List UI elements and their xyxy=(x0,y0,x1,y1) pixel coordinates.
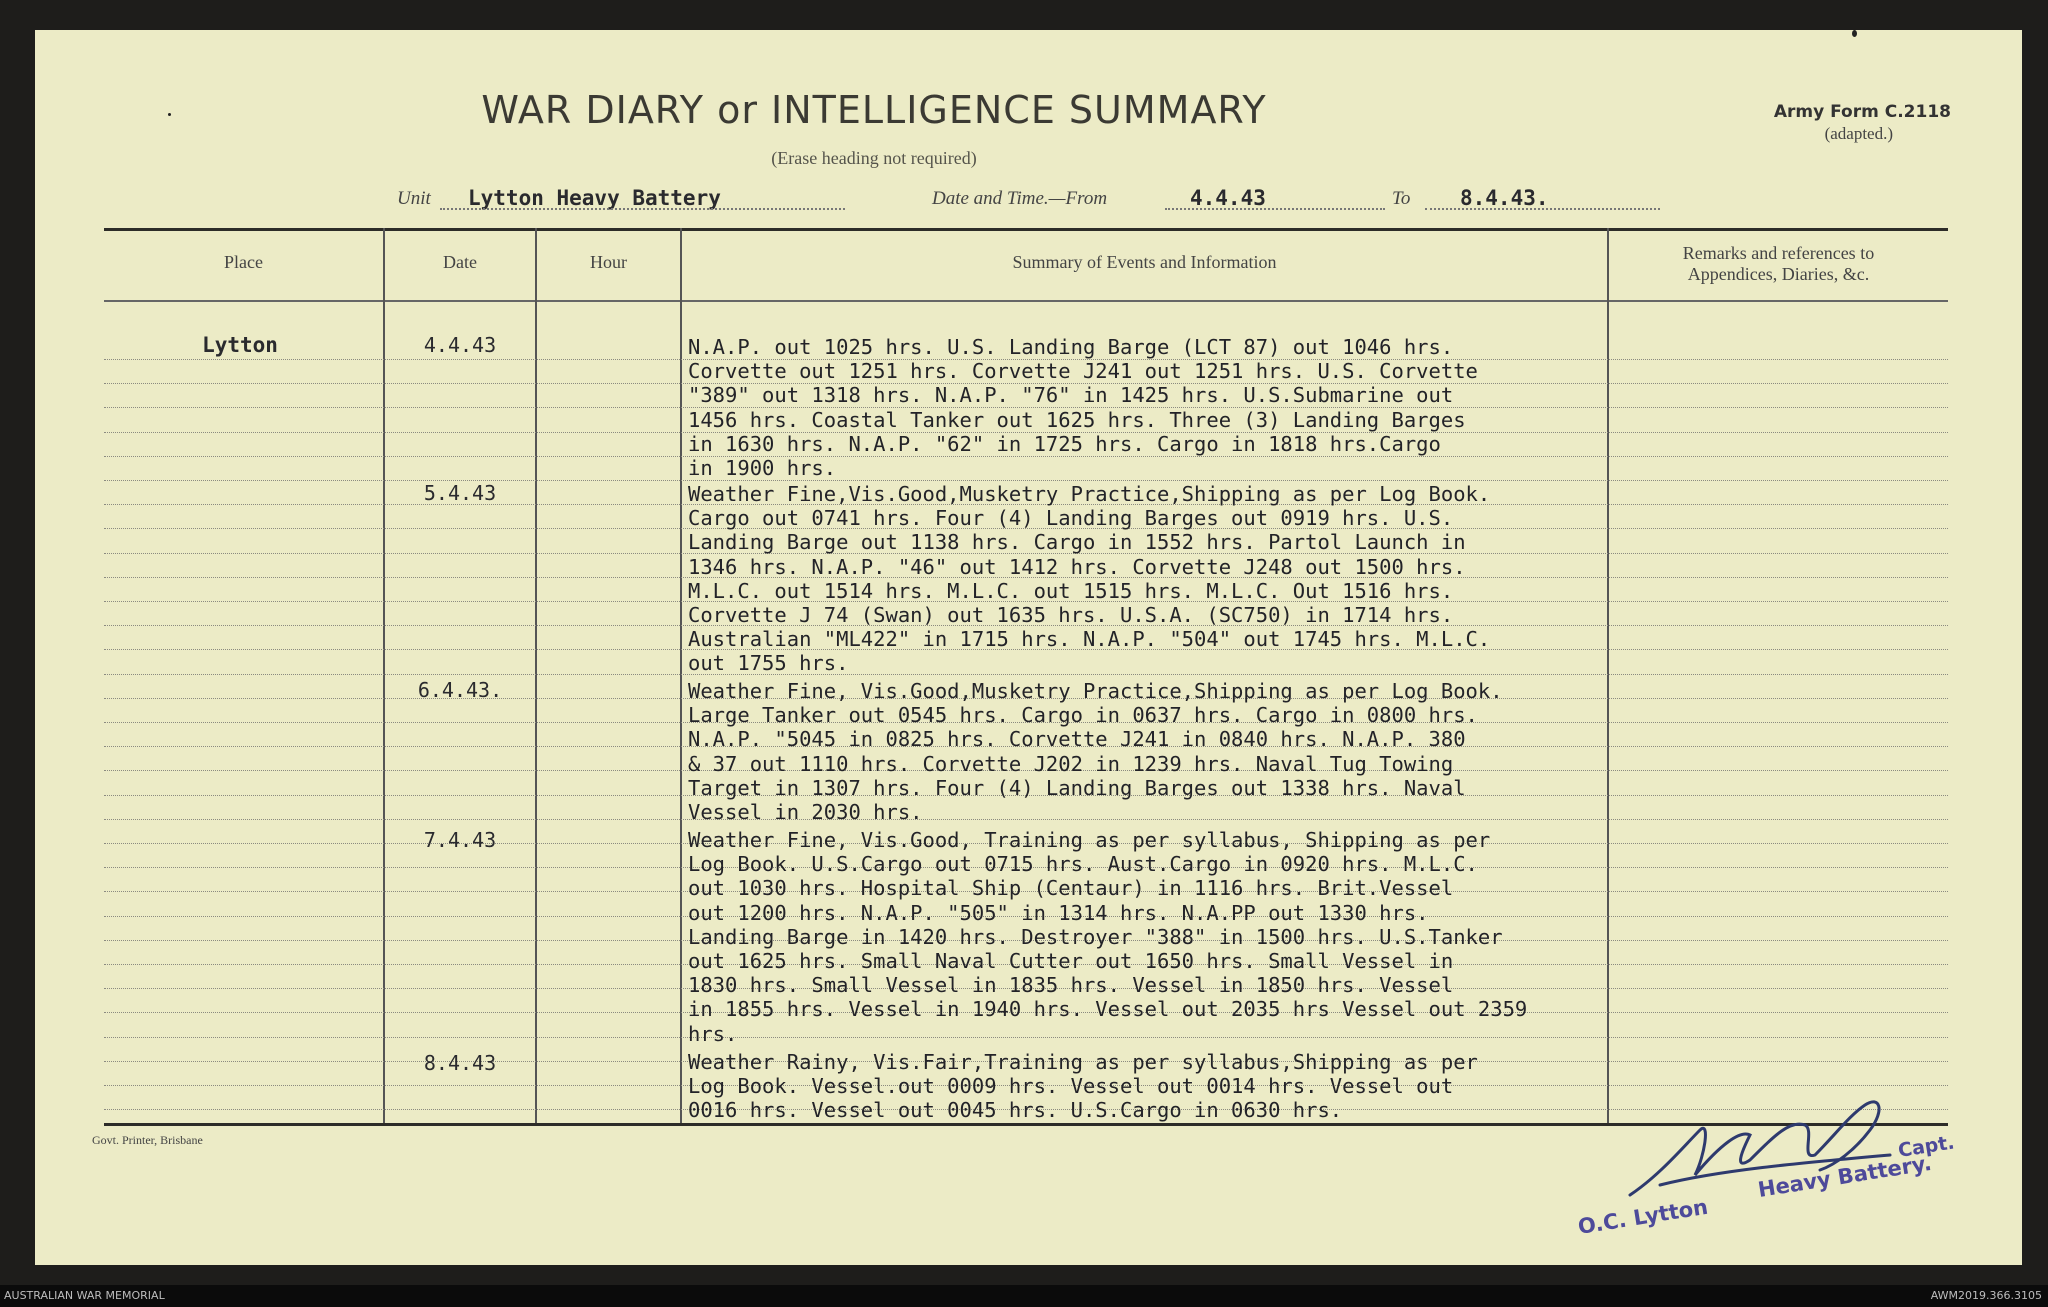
entry-date: 5.4.43 xyxy=(423,481,497,505)
date-to-value: 8.4.43. xyxy=(1460,186,1549,210)
remarks-header-line-2: Appendices, Diaries, &c. xyxy=(1687,264,1870,284)
footer-source: AUSTRALIAN WAR MEMORIAL xyxy=(4,1289,165,1302)
column-header-hour: Hour xyxy=(590,252,627,272)
date-from-label: Date and Time.—From xyxy=(932,188,1108,209)
remarks-header-line-1: Remarks and references to xyxy=(1682,243,1875,263)
date-from-underline xyxy=(1165,208,1385,210)
place-value: Lytton xyxy=(202,333,278,357)
form-number: Army Form C.2118 xyxy=(1773,102,1951,122)
unit-value: Lytton Heavy Battery xyxy=(468,186,721,210)
paper-speck xyxy=(168,113,171,116)
signature xyxy=(1600,1075,1900,1215)
stamp-rank: Capt. xyxy=(1896,1131,1956,1162)
form-adapted-note: (adapted.) xyxy=(1824,124,1893,143)
page-title: WAR DIARY or INTELLIGENCE SUMMARY xyxy=(481,88,1267,132)
column-header-date: Date xyxy=(443,252,477,272)
table-top-rule xyxy=(104,228,1948,231)
column-header-remarks xyxy=(1609,243,1948,285)
printer-imprint: Govt. Printer, Brisbane xyxy=(92,1133,203,1147)
entry-date: 4.4.43 xyxy=(423,333,497,357)
page-subtitle: (Erase heading not required) xyxy=(771,148,977,168)
entry-date: 7.4.43 xyxy=(423,828,497,852)
unit-underline xyxy=(440,208,845,210)
date-to-label: To xyxy=(1392,188,1411,209)
entry-date: 6.4.43. xyxy=(417,678,503,702)
date-to-underline xyxy=(1425,208,1660,210)
column-header-place: Place xyxy=(224,252,263,272)
paper-speck xyxy=(1852,30,1857,37)
date-from-value: 4.4.43 xyxy=(1190,186,1266,210)
stamp-unit: Heavy Battery. xyxy=(1756,1150,1934,1202)
entry-summary: Weather Fine,Vis.Good,Musketry Practice,Shipping as per Log Book. Cargo out 0741 hrs. Four (4) Landing Barges out 0919 hrs. U.S. Landing Barge out 1138 hrs. Cargo in 1552 hrs. Partol Launch in 1346 hrs. N.A.P. "46" out 1412 hrs. Corvette J248 out 1500 hrs. M.L.C. out 1514 hrs. M.L.C. out 1515 hrs. M.L.C. Out 1516 hrs. Corvette J 74 (Swan) out 1635 hrs. U.S.A. (SC750) in 1714 hrs. Australian "ML422" in 1715 hrs. N.A.P. "504" out 1745 hrs. M.L.C. out 1755 hrs. xyxy=(688,482,1491,676)
footer-accession: AWM2019.366.3105 xyxy=(1930,1289,2042,1302)
header-bottom-rule xyxy=(104,300,1948,302)
unit-label: Unit xyxy=(397,188,431,209)
archive-footer xyxy=(0,1285,2048,1307)
column-header-summary: Summary of Events and Information xyxy=(1012,252,1277,272)
entry-summary: N.A.P. out 1025 hrs. U.S. Landing Barge (LCT 87) out 1046 hrs. Corvette out 1251 hrs. Corvette J241 out 1251 hrs. U.S. Corvette "389" out 1318 hrs. N.A.P. "76" in 1425 hrs. U.S.Submarine out 1456 hrs. Coastal Tanker out 1625 hrs. Three (3) Landing Barges in 1630 hrs. N.A.P. "62" in 1725 hrs. Cargo in 1818 hrs.Cargo in 1900 hrs. xyxy=(688,335,1478,481)
entry-summary: Weather Fine, Vis.Good,Musketry Practice,Shipping as per Log Book. Large Tanker out 0545 hrs. Cargo in 0637 hrs. Cargo in 0800 hrs. N.A.P. "5045 in 0825 hrs. Corvette J241 in 0840 hrs. N.A.P. 380 & 37 out 1110 hrs. Corvette J202 in 1239 hrs. Naval Tug Towing Target in 1307 hrs. Four (4) Landing Barges out 1338 hrs. Naval Vessel in 2030 hrs. xyxy=(688,679,1503,825)
entry-summary: Weather Rainy, Vis.Fair,Training as per syllabus,Shipping as per Log Book. Vessel.out 0009 hrs. Vessel out 0014 hrs. Vessel out 0016 hrs. Vessel out 0045 hrs. U.S.Cargo in 0630 hrs. xyxy=(688,1050,1478,1123)
entry-summary: Weather Fine, Vis.Good, Training as per syllabus, Shipping as per Log Book. U.S.Cargo out 0715 hrs. Aust.Cargo in 0920 hrs. M.L.C. out 1030 hrs. Hospital Ship (Centaur) in 1116 hrs. Brit.Vessel out 1200 hrs. N.A.P. "505" in 1314 hrs. N.A.PP out 1330 hrs. Landing Barge in 1420 hrs. Destroyer "388" in 1500 hrs. U.S.Tanker out 1625 hrs. Small Naval Cutter out 1650 hrs. Small Vessel in 1830 hrs. Small Vessel in 1835 hrs. Vessel in 1850 hrs. Vessel in 1855 hrs. Vessel in 1940 hrs. Vessel out 2035 hrs Vessel out 2359 hrs. xyxy=(688,828,1528,1046)
entry-date: 8.4.43 xyxy=(423,1051,497,1075)
stamp-prefix: O.C. Lytton xyxy=(1576,1194,1710,1239)
